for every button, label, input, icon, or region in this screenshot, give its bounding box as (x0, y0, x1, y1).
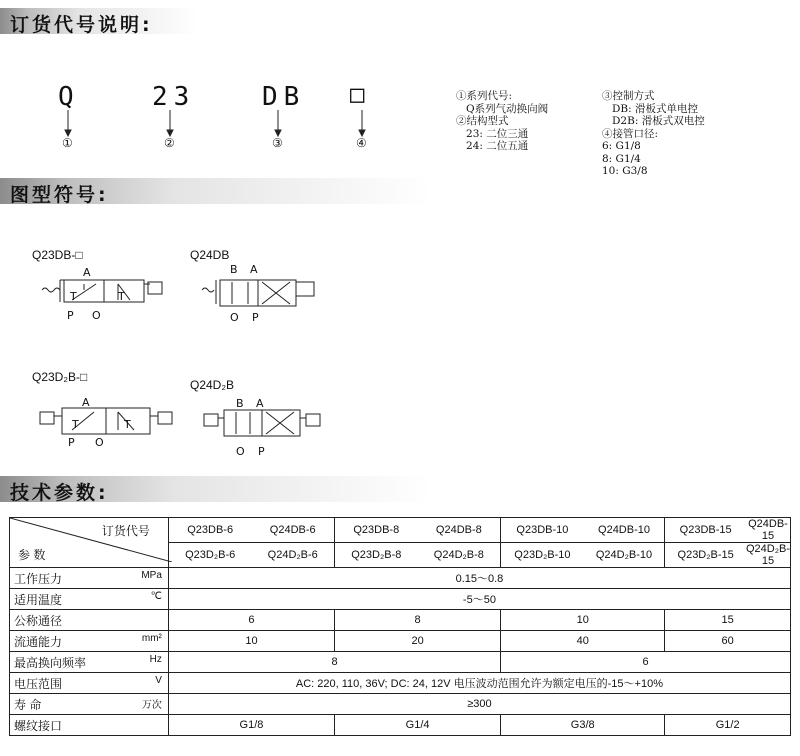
spec-table (9, 517, 791, 736)
param-value: 6 (168, 610, 334, 631)
port-p-label: P (252, 311, 259, 324)
symbol-q24d2b-diagram (202, 404, 322, 444)
param-value: G1/2 (665, 715, 791, 736)
specs-section-header (0, 476, 785, 502)
param-value: -5～50 (168, 589, 790, 610)
port-p-label: P (67, 309, 74, 322)
model-cell: Q23DB-6 (168, 518, 251, 543)
param-value: 0.15～0.8 (168, 568, 790, 589)
param-name: 寿 命 万次 (10, 694, 169, 715)
model-cell: Q23DB-10 (501, 518, 584, 543)
port-t1-label: T (72, 418, 79, 431)
port-a-label: A (250, 263, 258, 276)
marker-3: ③ (272, 136, 283, 150)
symbol-title-q24d2b: Q24D₂B (190, 378, 235, 392)
model-cell: Q24D₂B-8 (418, 543, 501, 568)
param-name: 适用温度 ℃ (10, 589, 169, 610)
symbol-q24db-diagram (200, 272, 320, 322)
model-cell: Q24DB-15 (746, 518, 791, 543)
marker-2: ② (164, 136, 175, 150)
symbol-title-q23d2b: Q23D₂B-□ (32, 370, 88, 384)
symbol-q23d2b-diagram (38, 402, 178, 442)
marker-1: ① (62, 136, 73, 150)
table-row (10, 673, 791, 694)
port-o-label: O (95, 436, 104, 449)
model-cell: Q23DB-15 (665, 518, 746, 543)
port-p-label: P (68, 436, 75, 449)
param-value: 10 (501, 610, 665, 631)
param-name: 最高换向频率 Hz (10, 652, 169, 673)
table-row (10, 631, 791, 652)
ordering-section-header (0, 8, 360, 34)
param-value: G1/4 (335, 715, 501, 736)
corner-cell (10, 518, 169, 568)
port-a-label: A (83, 266, 91, 279)
model-cell: Q24D₂B-6 (251, 543, 334, 568)
symbol-title-q23db: Q23DB-□ (32, 248, 83, 262)
code-port: □ (350, 80, 371, 108)
symbol-q23db-diagram (40, 270, 170, 320)
param-value: G3/8 (501, 715, 665, 736)
table-row (10, 589, 791, 610)
port-t1-label: T (70, 290, 77, 303)
port-o-label: O (236, 445, 245, 458)
code-series: Q (58, 82, 80, 112)
symbols-section-header (0, 178, 785, 204)
model-cell: Q23D₂B-10 (501, 543, 584, 568)
param-value: 10 (168, 631, 334, 652)
model-cell: Q23D₂B-15 (665, 543, 746, 568)
corner-top-label: 订货代号 (101, 524, 150, 538)
param-name: 公称通径 (10, 610, 169, 631)
ordering-section-title: 订货代号说明: (10, 14, 153, 36)
param-name: 电压范围 V (10, 673, 169, 694)
port-p-label: P (258, 445, 265, 458)
param-value: 60 (665, 631, 791, 652)
param-value: 6 (501, 652, 791, 673)
port-t2-label: T (124, 418, 131, 431)
param-value: 15 (665, 610, 791, 631)
notes-right: ③控制方式 DB: 滑板式单电控 D2B: 滑板式双电控 ④接管口径: 6: G1/8 8: G1/4 10: G3/8 (602, 90, 705, 177)
port-a-label: A (82, 396, 90, 409)
model-cell: Q24D₂B-10 (584, 543, 665, 568)
model-cell: Q24DB-10 (584, 518, 665, 543)
notes-left: ①系列代号: Q系列气动换向阀 ②结构型式 23: 二位三通 24: 二位五通 (456, 90, 549, 152)
symbols-section-title: 图型符号: (10, 184, 109, 206)
model-cell: Q23D₂B-8 (335, 543, 418, 568)
port-t2-label: T (118, 290, 125, 303)
table-row (10, 652, 791, 673)
param-name: 工作压力 MPa (10, 568, 169, 589)
code-structure: 23 (152, 82, 196, 112)
code-control: DB (262, 82, 306, 112)
param-value: 8 (335, 610, 501, 631)
param-name: 流通能力 mm² (10, 631, 169, 652)
corner-bottom-label: 参 数 (18, 548, 46, 562)
param-name: 螺纹接口 (10, 715, 169, 736)
port-o-label: O (230, 311, 239, 324)
symbol-title-q24db: Q24DB (190, 248, 230, 262)
param-value: 8 (168, 652, 500, 673)
marker-4: ④ (356, 136, 367, 150)
param-value: G1/8 (168, 715, 334, 736)
param-value: ≥300 (168, 694, 790, 715)
table-row (10, 610, 791, 631)
model-cell: Q23D₂B-6 (168, 543, 251, 568)
param-value: 20 (335, 631, 501, 652)
table-row (10, 518, 791, 543)
table-row (10, 694, 791, 715)
table-row (10, 715, 791, 736)
port-o-label: O (92, 309, 101, 322)
table-row (10, 568, 791, 589)
specs-section-title: 技术参数: (10, 482, 109, 504)
model-cell: Q23DB-8 (335, 518, 418, 543)
model-cell: Q24DB-8 (418, 518, 501, 543)
param-value: 40 (501, 631, 665, 652)
param-value: AC: 220, 110, 36V; DC: 24, 12V 电压波动范围允许为额定电压的-15～+10% (168, 673, 790, 694)
model-cell: Q24D₂B-15 (745, 543, 790, 567)
port-a-label: A (256, 397, 264, 410)
port-b-label: B (230, 263, 238, 276)
port-b-label: B (236, 397, 244, 410)
model-cell: Q24DB-6 (251, 518, 334, 543)
